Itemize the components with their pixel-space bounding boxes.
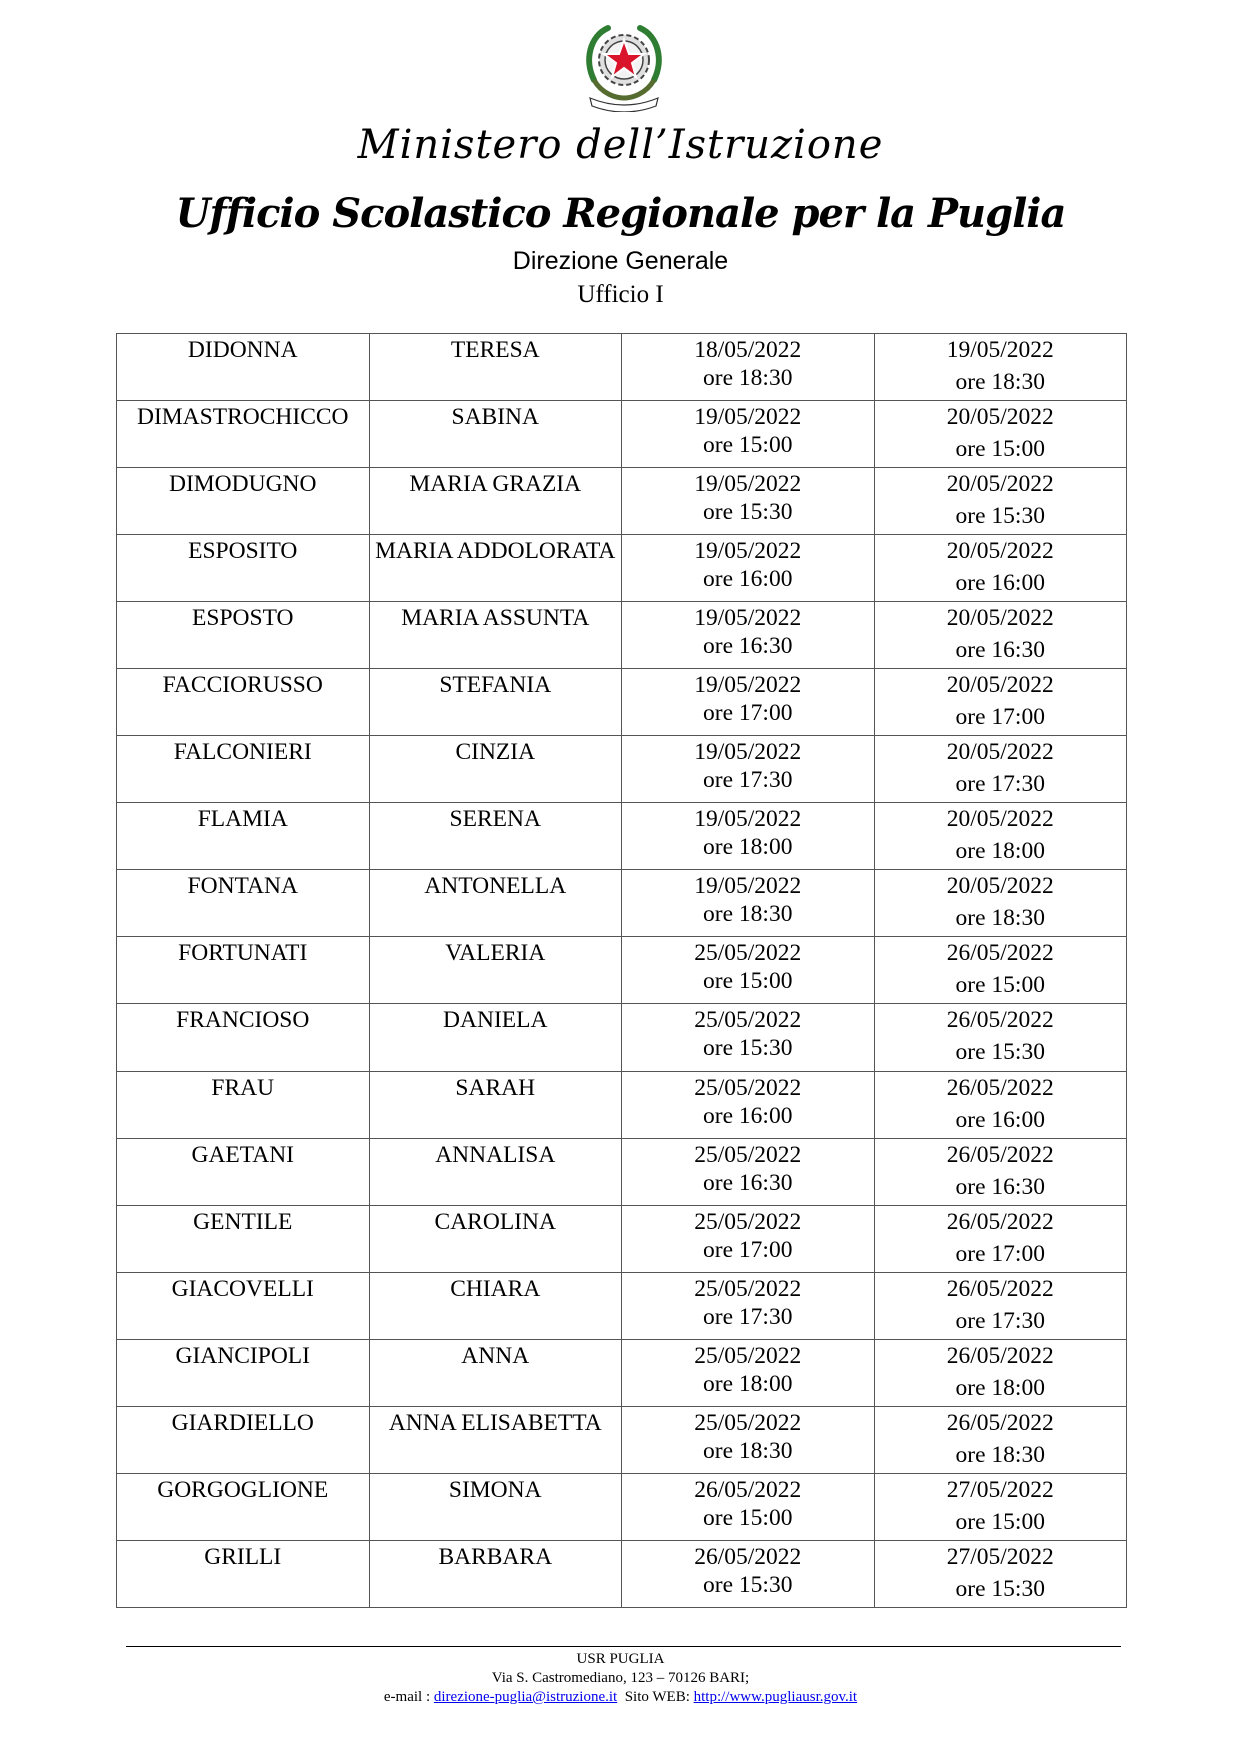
d2-cell	[874, 334, 1127, 401]
d-text: 26/05/2022	[694, 1476, 802, 1503]
name-cell	[369, 937, 622, 1004]
surname-text: FORTUNATI	[178, 940, 308, 967]
d1-cell	[622, 1138, 875, 1205]
italian-republic-emblem-icon	[582, 20, 666, 112]
name-cell	[369, 1138, 622, 1205]
t-text: ore 18:00	[703, 834, 793, 861]
d-text: 25/05/2022	[694, 1074, 802, 1101]
name-cell	[369, 334, 622, 401]
d-text: 19/05/2022	[694, 873, 802, 900]
d2-cell	[874, 401, 1127, 468]
t-text: ore 18:30	[955, 905, 1045, 932]
unit-title: Ufficio I	[577, 281, 664, 308]
surname-text: FLAMIA	[197, 806, 288, 833]
name-text: TERESA	[450, 337, 540, 363]
name-cell	[369, 468, 622, 535]
footer-org: USR PUGLIA	[576, 1651, 665, 1667]
surname-text: ESPOSTO	[192, 605, 294, 632]
name-text: SIMONA	[448, 1476, 542, 1503]
t-text: ore 15:30	[955, 503, 1045, 530]
name-text: SABINA	[451, 404, 539, 431]
surname-text: FRANCIOSO	[176, 1007, 310, 1034]
website-link[interactable]: http://www.pugliausr.gov.it	[693, 1689, 858, 1705]
name-text: SARAH	[455, 1074, 536, 1101]
d-text: 20/05/2022	[946, 471, 1054, 498]
surname-text: GENTILE	[193, 1208, 293, 1235]
d-text: 26/05/2022	[946, 1409, 1054, 1436]
surname-text: GIACOVELLI	[171, 1275, 314, 1302]
d2-cell	[874, 602, 1127, 669]
d2-cell	[874, 1205, 1127, 1272]
surname-cell	[117, 870, 370, 937]
t-text: ore 16:00	[955, 1106, 1045, 1133]
ministry-title: Ministero dell’Istruzione	[357, 122, 884, 168]
table-row	[117, 736, 1127, 803]
surname-cell	[117, 1205, 370, 1272]
d-text: 27/05/2022	[946, 1476, 1054, 1503]
t-text: ore 16:00	[703, 566, 793, 593]
d2-cell	[874, 1339, 1127, 1406]
t-text: ore 17:30	[955, 1307, 1045, 1334]
d2-cell	[874, 535, 1127, 602]
table-row	[117, 870, 1127, 937]
name-cell	[369, 669, 622, 736]
surname-text: FONTANA	[187, 873, 298, 900]
schedule-table	[116, 333, 1127, 1608]
t-text: ore 18:30	[955, 1441, 1045, 1468]
surname-cell	[117, 602, 370, 669]
t-text: ore 17:00	[703, 700, 793, 727]
surname-text: FRAU	[211, 1074, 275, 1101]
table-row	[117, 535, 1127, 602]
d1-cell	[622, 1071, 875, 1138]
table-row	[117, 1272, 1127, 1339]
d2-cell	[874, 736, 1127, 803]
d-text: 25/05/2022	[694, 1141, 802, 1168]
name-text: STEFANIA	[439, 672, 552, 699]
surname-text: GORGOGLIONE	[157, 1476, 329, 1503]
name-text: MARIA ASSUNTA	[401, 605, 590, 632]
t-text: ore 15:00	[703, 968, 793, 995]
surname-cell	[117, 1071, 370, 1138]
web-label: Sito WEB:	[617, 1689, 694, 1705]
office-title: Ufficio Scolastico Regionale per la Puglia	[175, 190, 1066, 237]
d1-cell	[622, 1406, 875, 1473]
d-text: 19/05/2022	[694, 806, 802, 833]
t-text: ore 17:00	[703, 1236, 793, 1263]
surname-cell	[117, 803, 370, 870]
surname-cell	[117, 1406, 370, 1473]
name-text: ANNALISA	[435, 1141, 556, 1168]
t-text: ore 15:00	[955, 972, 1045, 999]
name-cell	[369, 401, 622, 468]
name-cell	[369, 1540, 622, 1607]
surname-cell	[117, 937, 370, 1004]
d2-cell	[874, 1071, 1127, 1138]
d2-cell	[874, 1406, 1127, 1473]
d-text: 25/05/2022	[694, 1275, 802, 1302]
t-text: ore 16:30	[955, 637, 1045, 664]
t-text: ore 15:00	[955, 1508, 1045, 1535]
t-text: ore 18:30	[703, 365, 793, 391]
name-text: ANNA	[461, 1342, 530, 1369]
name-text: MARIA ADDOLORATA	[375, 538, 616, 565]
d-text: 26/05/2022	[694, 1543, 802, 1570]
t-text: ore 16:00	[703, 1102, 793, 1129]
surname-cell	[117, 1004, 370, 1071]
d1-cell	[622, 468, 875, 535]
name-cell	[369, 1071, 622, 1138]
name-cell	[369, 1004, 622, 1071]
table-row	[117, 1473, 1127, 1540]
surname-text: FACCIORUSSO	[162, 672, 323, 699]
d-text: 25/05/2022	[694, 1007, 802, 1034]
surname-cell	[117, 334, 370, 401]
name-text: ANTONELLA	[424, 873, 567, 900]
name-cell	[369, 1339, 622, 1406]
surname-cell	[117, 1138, 370, 1205]
t-text: ore 17:00	[955, 1240, 1045, 1267]
d-text: 25/05/2022	[694, 1409, 802, 1436]
t-text: ore 18:30	[703, 901, 793, 928]
d-text: 19/05/2022	[694, 471, 802, 498]
name-cell	[369, 870, 622, 937]
d1-cell	[622, 1004, 875, 1071]
t-text: ore 15:00	[955, 436, 1045, 463]
table-row	[117, 1138, 1127, 1205]
t-text: ore 17:00	[955, 704, 1045, 731]
t-text: ore 18:00	[955, 838, 1045, 865]
surname-cell	[117, 535, 370, 602]
d-text: 19/05/2022	[694, 739, 802, 766]
table-row	[117, 1004, 1127, 1071]
name-cell	[369, 602, 622, 669]
d2-cell	[874, 1138, 1127, 1205]
t-text: ore 18:00	[955, 1374, 1045, 1401]
surname-text: DIMODUGNO	[168, 471, 317, 498]
name-text: CAROLINA	[434, 1208, 556, 1235]
d2-cell	[874, 870, 1127, 937]
d-text: 20/05/2022	[946, 739, 1054, 766]
t-text: ore 17:30	[955, 771, 1045, 798]
table-row	[117, 334, 1127, 401]
d-text: 19/05/2022	[694, 605, 802, 632]
surname-cell	[117, 1272, 370, 1339]
email-link[interactable]: direzione-puglia@istruzione.it	[433, 1689, 618, 1705]
d1-cell	[622, 937, 875, 1004]
name-text: SERENA	[449, 806, 541, 833]
table-row	[117, 602, 1127, 669]
d2-cell	[874, 1004, 1127, 1071]
t-text: ore 15:30	[955, 1039, 1045, 1066]
d-text: 26/05/2022	[946, 940, 1054, 967]
d2-cell	[874, 937, 1127, 1004]
t-text: ore 16:00	[955, 570, 1045, 597]
t-text: ore 17:30	[703, 1303, 793, 1330]
d-text: 19/05/2022	[694, 404, 802, 431]
d2-cell	[874, 468, 1127, 535]
d-text: 26/05/2022	[946, 1208, 1054, 1235]
d-text: 18/05/2022	[694, 337, 802, 363]
d2-cell	[874, 803, 1127, 870]
t-text: ore 15:30	[703, 1035, 793, 1062]
d-text: 19/05/2022	[694, 672, 802, 699]
table-row	[117, 937, 1127, 1004]
surname-text: GIARDIELLO	[171, 1409, 314, 1436]
table-row	[117, 1540, 1127, 1607]
surname-text: DIDONNA	[187, 337, 298, 363]
table-row	[117, 468, 1127, 535]
name-cell	[369, 1406, 622, 1473]
d1-cell	[622, 535, 875, 602]
surname-text: GIANCIPOLI	[175, 1342, 310, 1369]
d-text: 20/05/2022	[946, 605, 1054, 632]
surname-text: ESPOSITO	[188, 538, 298, 565]
name-text: MARIA GRAZIA	[409, 471, 582, 498]
d1-cell	[622, 1205, 875, 1272]
d-text: 26/05/2022	[946, 1074, 1054, 1101]
surname-cell	[117, 1339, 370, 1406]
d1-cell	[622, 602, 875, 669]
d-text: 26/05/2022	[946, 1342, 1054, 1369]
d1-cell	[622, 870, 875, 937]
d-text: 26/05/2022	[946, 1141, 1054, 1168]
d1-cell	[622, 803, 875, 870]
footer-contacts	[0, 1688, 1241, 1706]
d-text: 25/05/2022	[694, 940, 802, 967]
surname-cell	[117, 401, 370, 468]
t-text: ore 18:00	[703, 1370, 793, 1397]
d-text: 20/05/2022	[946, 873, 1054, 900]
d1-cell	[622, 669, 875, 736]
d1-cell	[622, 334, 875, 401]
d2-cell	[874, 669, 1127, 736]
surname-cell	[117, 468, 370, 535]
table-row	[117, 669, 1127, 736]
table-row	[117, 1339, 1127, 1406]
surname-text: DIMASTROCHICCO	[136, 404, 349, 431]
surname-cell	[117, 669, 370, 736]
d1-cell	[622, 1272, 875, 1339]
d2-cell	[874, 1272, 1127, 1339]
d-text: 20/05/2022	[946, 404, 1054, 431]
surname-cell	[117, 1540, 370, 1607]
d1-cell	[622, 1473, 875, 1540]
d1-cell	[622, 1540, 875, 1607]
name-text: VALERIA	[445, 940, 546, 967]
t-text: ore 16:30	[955, 1173, 1045, 1200]
name-cell	[369, 736, 622, 803]
d1-cell	[622, 401, 875, 468]
name-cell	[369, 535, 622, 602]
t-text: ore 15:30	[703, 1571, 793, 1598]
table-row	[117, 1205, 1127, 1272]
d-text: 20/05/2022	[946, 672, 1054, 699]
t-text: ore 16:30	[703, 633, 793, 660]
t-text: ore 15:30	[703, 499, 793, 526]
d1-cell	[622, 736, 875, 803]
t-text: ore 18:30	[955, 369, 1045, 395]
footer-divider	[126, 1646, 1121, 1647]
name-text: BARBARA	[438, 1543, 553, 1570]
d-text: 25/05/2022	[694, 1208, 802, 1235]
name-cell	[369, 1473, 622, 1540]
t-text: ore 15:00	[703, 1504, 793, 1531]
email-label: e-mail :	[383, 1689, 434, 1705]
table-row	[117, 401, 1127, 468]
footer-address: Via S. Castromediano, 123 – 70126 BARI;	[491, 1670, 750, 1686]
t-text: ore 15:00	[703, 432, 793, 459]
surname-cell	[117, 1473, 370, 1540]
surname-text: FALCONIERI	[173, 739, 312, 766]
direction-title: Direzione Generale	[512, 247, 729, 275]
d-text: 27/05/2022	[946, 1543, 1054, 1570]
table-row	[117, 1071, 1127, 1138]
t-text: ore 17:30	[703, 767, 793, 794]
t-text: ore 18:30	[703, 1437, 793, 1464]
d-text: 19/05/2022	[946, 337, 1054, 363]
name-text: DANIELA	[443, 1007, 548, 1034]
name-cell	[369, 1272, 622, 1339]
table-row	[117, 1406, 1127, 1473]
surname-cell	[117, 736, 370, 803]
d1-cell	[622, 1339, 875, 1406]
surname-text: GAETANI	[191, 1141, 295, 1168]
d-text: 26/05/2022	[946, 1275, 1054, 1302]
name-cell	[369, 803, 622, 870]
name-text: CINZIA	[455, 739, 536, 766]
d-text: 25/05/2022	[694, 1342, 802, 1369]
t-text: ore 16:30	[703, 1169, 793, 1196]
d-text: 26/05/2022	[946, 1007, 1054, 1034]
name-text: CHIARA	[450, 1275, 541, 1302]
d2-cell	[874, 1540, 1127, 1607]
name-text: ANNA ELISABETTA	[388, 1409, 602, 1436]
d-text: 20/05/2022	[946, 538, 1054, 565]
name-cell	[369, 1205, 622, 1272]
table-row	[117, 803, 1127, 870]
surname-text: GRILLI	[204, 1543, 282, 1570]
t-text: ore 15:30	[955, 1575, 1045, 1602]
d-text: 19/05/2022	[694, 538, 802, 565]
d2-cell	[874, 1473, 1127, 1540]
d-text: 20/05/2022	[946, 806, 1054, 833]
